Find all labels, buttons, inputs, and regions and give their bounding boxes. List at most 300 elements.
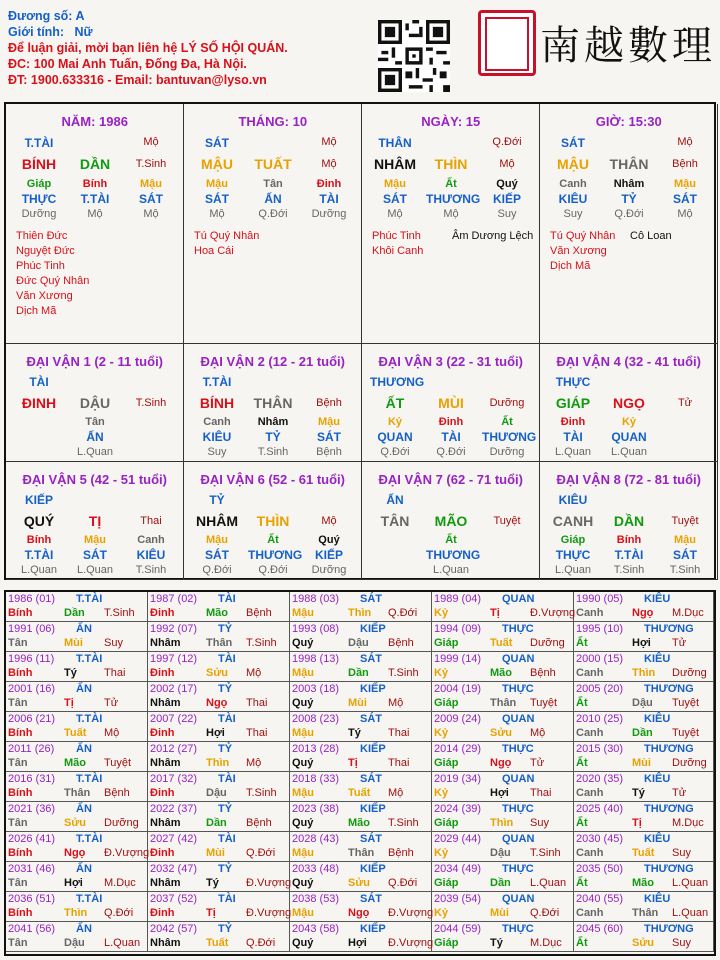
year-god: T.TÀI: [76, 653, 103, 665]
year-label: 2027 (42): [150, 833, 198, 845]
dai-van-branch: NGỌ: [613, 395, 645, 411]
year-stem: Đinh: [150, 727, 175, 739]
year-god: TÀI: [218, 713, 236, 725]
seal-icon: [478, 10, 536, 76]
year-god: KIÊU: [644, 773, 671, 785]
dai-van-hidden: Mậu: [84, 534, 106, 546]
dai-van-hidden-phase: L.Quan: [20, 564, 58, 576]
year-label: 1991 (06): [8, 623, 56, 635]
year-god: THỰC: [502, 803, 534, 815]
year-stem: Nhâm: [150, 757, 181, 769]
year-stem: Ất: [576, 757, 588, 769]
year-cell: [148, 772, 290, 802]
year-label: 2033 (48): [292, 863, 340, 875]
dai-van-phase: T.Sinh: [135, 397, 167, 409]
year-cell: [574, 622, 714, 652]
hidden-stem: Mậu: [674, 178, 696, 190]
earthly-branch: THÂN: [609, 156, 649, 172]
dai-van-hidden: Đinh: [560, 416, 586, 428]
stem-god: T.TÀI: [24, 136, 54, 150]
year-phase: M.Dục: [104, 877, 136, 889]
dai-van-hidden-phase: L.Quan: [76, 446, 114, 458]
year-label: 2011 (26): [8, 743, 55, 755]
hidden-phase: Mộ: [387, 208, 403, 220]
year-stem: Quý: [292, 877, 314, 889]
year-label: 2028 (43): [292, 833, 340, 845]
year-phase: Dưỡng: [672, 667, 707, 679]
year-branch: Mùi: [490, 907, 509, 919]
year-stem: Bính: [8, 607, 33, 619]
year-branch: Dần: [490, 877, 511, 889]
dai-van-hidden-phase: Dưỡng: [311, 564, 347, 576]
branch-phase: Bệnh: [672, 158, 698, 170]
dai-van-hidden-phase: L.Quan: [76, 564, 114, 576]
year-stem: Mậu: [292, 607, 314, 619]
year-stem: Giáp: [434, 877, 459, 889]
dai-van-god: KIẾP: [24, 493, 53, 507]
year-label: 2026 (41): [8, 833, 56, 845]
year-god: THỰC: [502, 743, 534, 755]
year-cell: [432, 682, 574, 712]
dai-van-god: TÀI: [29, 375, 49, 389]
hidden-phase: Suy: [563, 208, 583, 220]
year-stem: Ất: [576, 937, 588, 949]
year-branch: Hợi: [348, 937, 367, 949]
year-stem: Quý: [292, 817, 314, 829]
year-god: ẤN: [76, 623, 92, 635]
year-stem: Quý: [292, 697, 314, 709]
stem-phase: Q.Đới: [492, 136, 522, 148]
dai-van-god: T.TÀI: [202, 375, 232, 389]
hidden-phase: Dưỡng: [21, 208, 57, 220]
dai-van-hidden-god: ẤN: [86, 430, 104, 444]
year-label: 2035 (50): [576, 863, 624, 875]
year-cell: [432, 712, 574, 742]
year-cell: [432, 892, 574, 922]
pillar-title: THÁNG: 10: [238, 114, 308, 129]
year-branch: Mão: [490, 667, 512, 679]
star-label: Nguyệt Đức: [16, 245, 75, 257]
year-god: TÀI: [218, 773, 236, 785]
dai-van-hidden-phase: Bệnh: [316, 446, 342, 458]
dai-van-hidden: Mậu: [318, 416, 340, 428]
year-phase: Bệnh: [104, 787, 130, 799]
year-cell: [6, 652, 148, 682]
year-phase: Đ.Vượng: [530, 607, 576, 619]
dai-van-phase: Tuyệt: [493, 515, 521, 527]
year-stem: Bính: [8, 667, 33, 679]
year-god: TÀI: [218, 833, 236, 845]
year-label: 2002 (17): [150, 683, 198, 695]
year-label: 1998 (13): [292, 653, 340, 665]
header: [8, 8, 368, 88]
year-god: THƯƠNG: [644, 683, 694, 695]
year-god: THƯƠNG: [644, 623, 694, 635]
year-stem: Mậu: [292, 907, 314, 919]
dai-van-phase: Tuyệt: [671, 515, 699, 527]
year-stem: Nhâm: [150, 637, 181, 649]
year-phase: L.Quan: [672, 877, 709, 889]
year-label: 1993 (08): [292, 623, 340, 635]
year-god: TỶ: [218, 683, 233, 695]
year-phase: T.Sinh: [388, 817, 419, 829]
hidden-god: TỶ: [621, 192, 637, 206]
dai-van-stem: NHÂM: [196, 513, 238, 529]
year-label: 1989 (04): [434, 593, 482, 605]
year-god: THỰC: [502, 923, 534, 935]
star-label: Văn Xương: [16, 290, 73, 302]
dai-van-hidden-god: SÁT: [83, 548, 107, 562]
dai-van-hidden-god: KIÊU: [136, 548, 166, 562]
year-branch: Thân: [348, 847, 375, 859]
year-stem: Tân: [8, 817, 28, 829]
logo-text: 南越數理: [540, 23, 716, 69]
year-phase: Đ.Vượng: [388, 907, 434, 919]
year-label: 2040 (55): [576, 893, 624, 905]
year-branch: Tý: [206, 877, 219, 889]
year-god: KIẾP: [360, 743, 386, 755]
year-phase: Đ.Vượng: [104, 847, 150, 859]
year-cell: [574, 922, 714, 952]
dai-van-branch: DẬU: [79, 395, 111, 411]
dai-van-hidden: Tân: [85, 416, 105, 428]
year-label: 1996 (11): [8, 653, 55, 665]
pillar-title: GIỜ: 15:30: [595, 114, 662, 129]
year-label: 2043 (58): [292, 923, 340, 935]
year-label: 2024 (39): [434, 803, 482, 815]
branch-phase: T.Sinh: [135, 158, 167, 170]
phone-email-line: ĐT: 1900.633316 - Email: bantuvan@lyso.vn: [8, 73, 267, 87]
year-branch: Tý: [632, 787, 645, 799]
hidden-phase: Q.Đới: [614, 208, 644, 220]
stem-phase: Mộ: [143, 136, 159, 148]
pillars-grid: [4, 102, 716, 580]
year-label: 1994 (09): [434, 623, 482, 635]
year-cell: [6, 862, 148, 892]
dai-van-hidden-god: SÁT: [317, 430, 341, 444]
year-phase: Tử: [104, 697, 119, 709]
year-branch: Hợi: [490, 787, 509, 799]
hidden-stem: Mậu: [384, 178, 406, 190]
year-branch: Mùi: [632, 757, 651, 769]
dai-van-title: ĐẠI VẬN 2 (12 - 21 tuổi): [200, 354, 345, 369]
star-label: Phúc Tinh: [16, 260, 65, 272]
year-stem: Quý: [292, 757, 314, 769]
hidden-god: SÁT: [139, 192, 163, 206]
dai-van-god: KIÊU: [558, 493, 588, 507]
year-stem: Kỷ: [434, 847, 449, 859]
contact-line: Để luận giải, mời bạn liên hệ LÝ SỐ HỘI QUÁN.: [8, 41, 288, 55]
dai-van-cell: [6, 462, 184, 580]
year-god: T.TÀI: [76, 713, 103, 725]
year-phase: M.Dục: [672, 607, 704, 619]
year-branch: Thân: [632, 907, 659, 919]
year-god: KIÊU: [644, 713, 671, 725]
dai-van-hidden-god: KIÊU: [202, 430, 232, 444]
year-god: SÁT: [360, 713, 382, 725]
dai-van-stem: ẤT: [385, 395, 405, 411]
gender-label: Giới tính:: [8, 25, 65, 39]
brand-logo: [478, 10, 714, 76]
year-phase: Q.Đới: [530, 907, 560, 919]
year-cell: [6, 592, 148, 622]
dai-van-stem: GIÁP: [555, 395, 591, 411]
year-label: 2041 (56): [8, 923, 56, 935]
year-god: TỶ: [218, 743, 233, 755]
hidden-god: THƯƠNG: [426, 192, 481, 206]
year-phase: Dưỡng: [672, 757, 707, 769]
year-stem: Ất: [576, 697, 588, 709]
year-phase: Suy: [672, 937, 691, 949]
dai-van-title: ĐẠI VẬN 8 (72 - 81 tuổi): [556, 472, 701, 487]
year-stem: Canh: [576, 727, 604, 739]
year-stem: Đinh: [150, 787, 175, 799]
year-label: 2020 (35): [576, 773, 624, 785]
year-cell: [574, 892, 714, 922]
year-cell: [290, 592, 432, 622]
year-cell: [6, 922, 148, 952]
year-label: 1988 (03): [292, 593, 340, 605]
dai-van-hidden-god: T.TÀI: [24, 548, 54, 562]
dai-van-hidden: Kỷ: [387, 416, 403, 428]
dai-van-hidden: Bính: [26, 534, 52, 546]
year-branch: Thân: [64, 787, 91, 799]
year-cell: [574, 742, 714, 772]
year-phase: Mộ: [388, 787, 404, 799]
year-stem: Tân: [8, 937, 28, 949]
year-cell: [574, 832, 714, 862]
year-cell: [6, 622, 148, 652]
year-god: QUAN: [502, 593, 535, 605]
year-label: 2016 (31): [8, 773, 56, 785]
year-stem: Giáp: [434, 697, 459, 709]
dai-van-hidden-god: SÁT: [205, 548, 229, 562]
year-phase: Bệnh: [246, 817, 272, 829]
hidden-phase: Dưỡng: [311, 208, 347, 220]
hidden-god: SÁT: [205, 192, 229, 206]
year-stem: Kỷ: [434, 727, 449, 739]
stem-god: THÂN: [378, 136, 412, 150]
annual-table: [4, 590, 716, 956]
year-god: SÁT: [360, 773, 382, 785]
dai-van-hidden: Canh: [137, 534, 165, 546]
year-god: ẤN: [76, 743, 92, 755]
earthly-branch: THÌN: [434, 156, 468, 172]
gender-value: Nữ: [74, 25, 93, 39]
year-label: 2018 (33): [292, 773, 340, 785]
year-cell: [148, 712, 290, 742]
dai-van-hidden-phase: Q.Đới: [436, 446, 466, 458]
dai-van-hidden: Quý: [318, 534, 340, 546]
year-phase: Thai: [388, 727, 410, 739]
year-god: ẤN: [76, 863, 92, 875]
year-branch: Mão: [632, 877, 654, 889]
hidden-stem: Nhâm: [613, 178, 645, 190]
year-god: KIẾP: [360, 863, 386, 875]
year-god: THƯƠNG: [644, 743, 694, 755]
year-phase: Mộ: [246, 667, 262, 679]
dai-van-hidden-phase: T.Sinh: [135, 564, 167, 576]
year-cell: [148, 592, 290, 622]
year-cell: [432, 832, 574, 862]
year-stem: Ất: [576, 817, 588, 829]
year-label: 2006 (21): [8, 713, 56, 725]
year-cell: [432, 772, 574, 802]
year-branch: Sửu: [632, 937, 655, 949]
dai-van-cell: [362, 344, 540, 462]
year-branch: Dậu: [206, 787, 227, 799]
year-cell: [432, 802, 574, 832]
year-stem: Canh: [576, 907, 604, 919]
year-stem: Canh: [576, 847, 604, 859]
dai-van-hidden-phase: L.Quan: [554, 446, 592, 458]
hidden-god: KIÊU: [558, 192, 588, 206]
dai-van-title: ĐẠI VẬN 7 (62 - 71 tuổi): [378, 472, 523, 487]
star-label: Tú Quý Nhân: [550, 230, 616, 242]
year-stem: Nhâm: [150, 937, 181, 949]
year-god: KIẾP: [360, 623, 386, 635]
year-label: 1997 (12): [150, 653, 198, 665]
year-cell: [432, 862, 574, 892]
dai-van-stem: CANH: [552, 513, 594, 529]
gender: [8, 24, 368, 40]
dai-van-hidden-phase: Q.Đới: [380, 446, 410, 458]
dai-van-hidden-god: THỰC: [555, 548, 591, 562]
year-stem: Giáp: [434, 757, 459, 769]
year-branch: Thìn: [632, 667, 656, 679]
year-god: T.TÀI: [76, 833, 103, 845]
hidden-stem: Ất: [445, 178, 457, 190]
year-cell: [574, 682, 714, 712]
stem-phase: Mộ: [321, 136, 337, 148]
dai-van-hidden-god: TÀI: [563, 430, 583, 444]
year-branch: Tị: [490, 607, 500, 619]
year-phase: Dưỡng: [104, 817, 139, 829]
year-label: 2030 (45): [576, 833, 624, 845]
year-stem: Canh: [576, 607, 604, 619]
year-branch: Sửu: [348, 877, 371, 889]
year-stem: Bính: [8, 787, 33, 799]
year-phase: Tuyệt: [530, 697, 558, 709]
hidden-phase: Mộ: [143, 208, 159, 220]
dai-van-hidden: Mậu: [206, 534, 228, 546]
year-branch: Tị: [206, 907, 216, 919]
year-cell: [290, 862, 432, 892]
year-stem: Bính: [8, 847, 33, 859]
dai-van-branch: THÌN: [256, 513, 290, 529]
dai-van-hidden: Canh: [203, 416, 231, 428]
star-label: Văn Xương: [550, 245, 607, 257]
year-stem: Giáp: [434, 637, 459, 649]
hidden-phase: Mộ: [209, 208, 225, 220]
year-label: 2003 (18): [292, 683, 340, 695]
year-stem: Tân: [8, 877, 28, 889]
year-cell: [574, 772, 714, 802]
year-god: THỰC: [502, 683, 534, 695]
year-phase: Q.Đới: [388, 877, 418, 889]
year-stem: Kỷ: [434, 787, 449, 799]
dai-van-hidden-god: QUAN: [611, 430, 647, 444]
year-branch: Tý: [348, 727, 361, 739]
branch-phase: Mộ: [499, 158, 515, 170]
dai-van-phase: Thai: [140, 515, 162, 527]
year-branch: Sửu: [490, 727, 513, 739]
year-cell: [432, 592, 574, 622]
dai-van-stem: TÂN: [380, 513, 410, 529]
pillar-title: NĂM: 1986: [61, 114, 128, 129]
dai-van-hidden-phase: Q.Đới: [202, 564, 232, 576]
year-phase: Q.Đới: [104, 907, 134, 919]
year-stem: Quý: [292, 937, 314, 949]
year-label: 2022 (37): [150, 803, 198, 815]
pillar-cell: [540, 104, 718, 344]
year-label: 2025 (40): [576, 803, 624, 815]
year-cell: [290, 712, 432, 742]
star-label: Dịch Mã: [550, 260, 591, 272]
year-stem: Nhâm: [150, 877, 181, 889]
year-branch: Dậu: [64, 937, 85, 949]
dai-van-hidden-phase: T.Sinh: [669, 564, 701, 576]
year-god: TÀI: [218, 893, 236, 905]
year-label: 2042 (57): [150, 923, 198, 935]
year-cell: [574, 802, 714, 832]
year-cell: [6, 802, 148, 832]
year-stem: Mậu: [292, 727, 314, 739]
year-stem: Mậu: [292, 847, 314, 859]
stem-god: SÁT: [561, 136, 585, 150]
hidden-stem: Canh: [559, 178, 587, 190]
dai-van-hidden-god: T.TÀI: [614, 548, 644, 562]
year-branch: Tị: [348, 757, 358, 769]
branch-phase: Mộ: [321, 158, 337, 170]
year-label: 2039 (54): [434, 893, 482, 905]
year-branch: Ngọ: [206, 697, 228, 709]
dai-van-title: ĐẠI VẬN 4 (32 - 41 tuổi): [556, 354, 701, 369]
year-god: KIẾP: [360, 803, 386, 815]
year-cell: [6, 772, 148, 802]
hidden-stem: Quý: [496, 178, 518, 190]
year-phase: L.Quan: [672, 907, 709, 919]
year-stem: Kỷ: [434, 607, 449, 619]
year-branch: Sửu: [206, 667, 229, 679]
year-label: 1990 (05): [576, 593, 624, 605]
year-label: 2000 (15): [576, 653, 624, 665]
dai-van-cell: [184, 462, 362, 580]
year-god: KIÊU: [644, 593, 671, 605]
year-label: 2004 (19): [434, 683, 482, 695]
dai-van-hidden: Mậu: [674, 534, 696, 546]
hidden-stem: Tân: [263, 178, 283, 190]
year-stem: Quý: [292, 637, 314, 649]
hidden-god: SÁT: [383, 192, 407, 206]
year-branch: Mùi: [206, 847, 225, 859]
year-cell: [432, 652, 574, 682]
dai-van-cell: [184, 344, 362, 462]
dai-van-title: ĐẠI VẬN 6 (52 - 61 tuổi): [200, 472, 345, 487]
year-cell: [6, 742, 148, 772]
stem-phase: Mộ: [677, 136, 693, 148]
year-label: 2015 (30): [576, 743, 624, 755]
year-branch: Dần: [64, 607, 85, 619]
dai-van-hidden-god: TÀI: [441, 430, 461, 444]
year-stem: Đinh: [150, 847, 175, 859]
dai-van-hidden-phase: T.Sinh: [613, 564, 645, 576]
dai-van-cell: [362, 462, 540, 580]
year-phase: L.Quan: [104, 937, 141, 949]
dai-van-hidden-phase: L.Quan: [554, 564, 592, 576]
year-cell: [148, 922, 290, 952]
year-god: KIẾP: [360, 923, 386, 935]
